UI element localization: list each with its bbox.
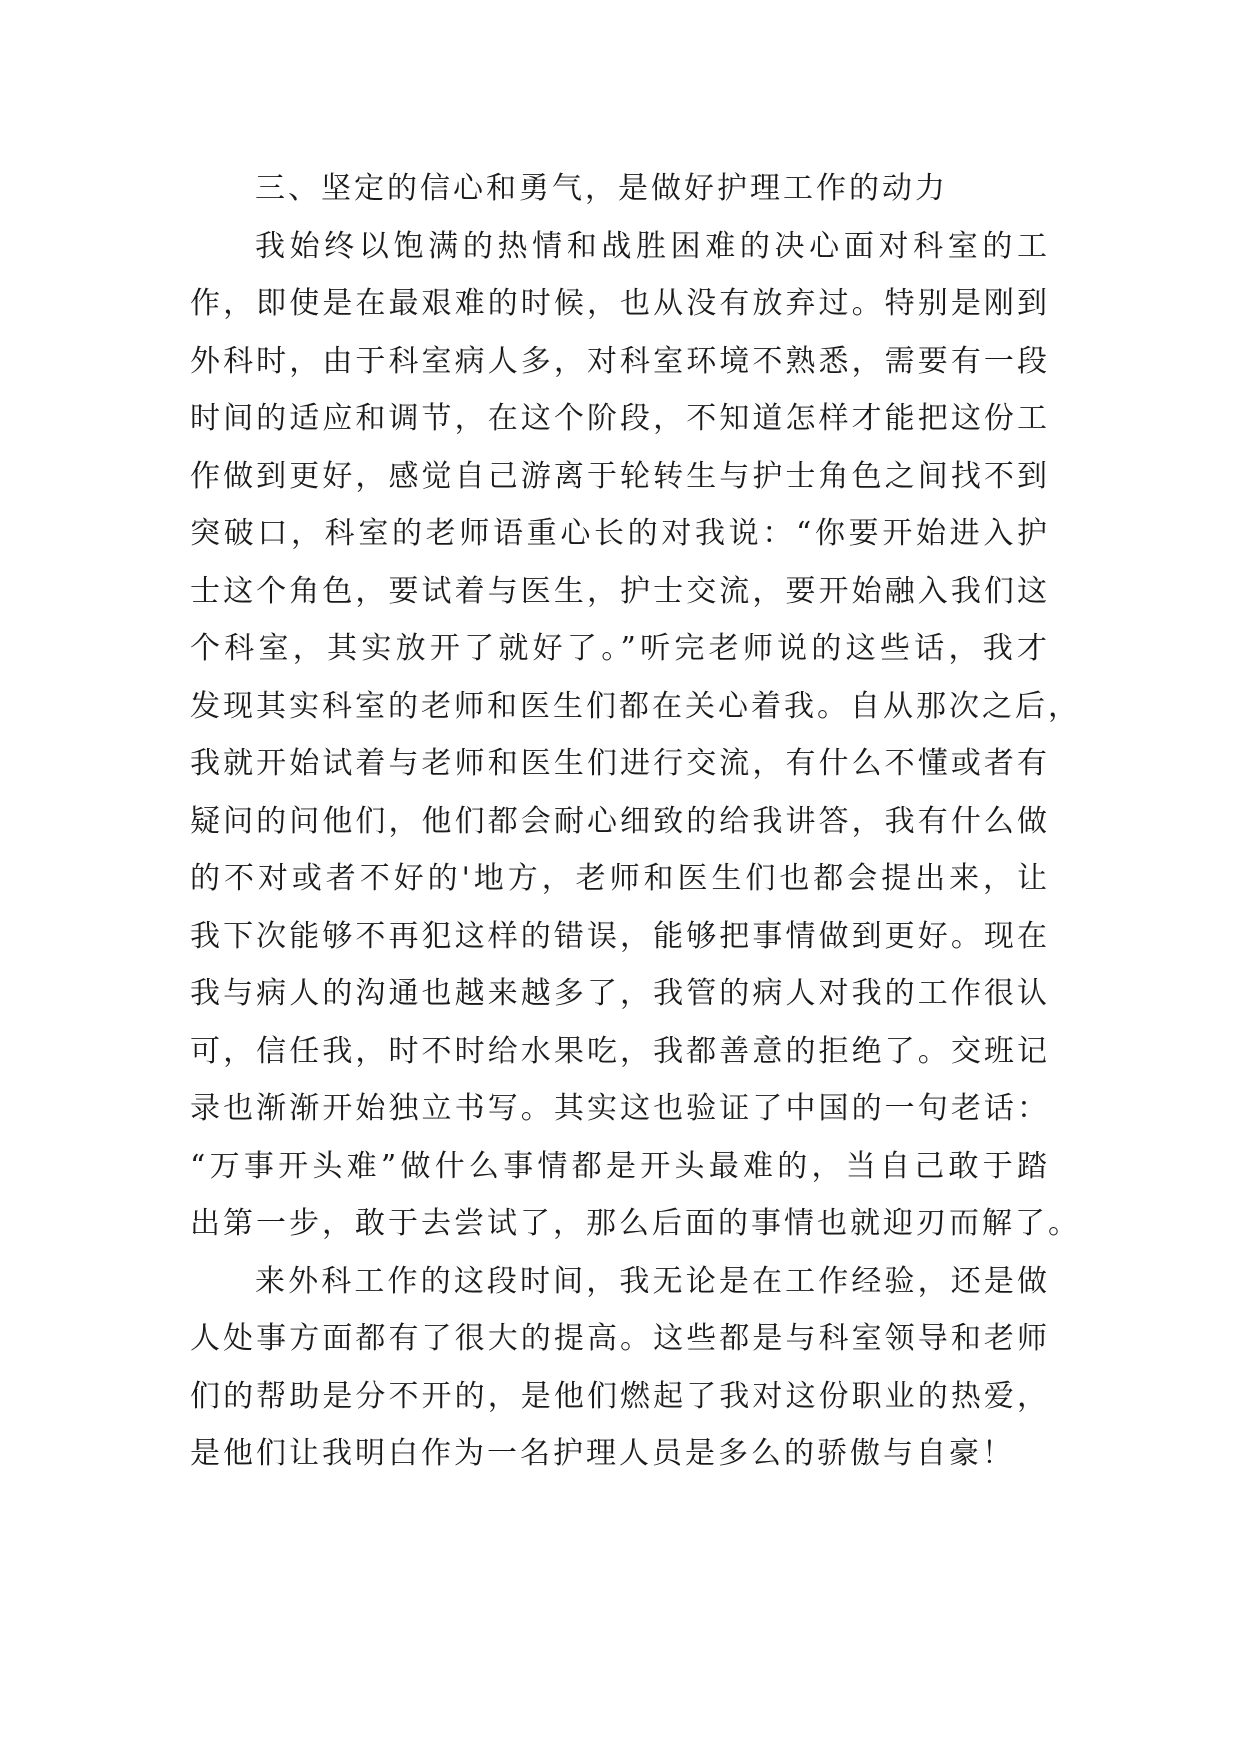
text-line: 个科室，其实放开了就好了。”听完老师说的这些话，我才 <box>190 631 1050 666</box>
text-line: 疑问的问他们，他们都会耐心细致的给我讲答，我有什么做 <box>190 803 1050 839</box>
text-line: 我就开始试着与老师和医生们进行交流，有什么不懂或者有 <box>190 746 1050 781</box>
text-line: 人处事方面都有了很大的提高。这些都是与科室领导和老师 <box>190 1321 1050 1356</box>
text-line: 突破口，科室的老师语重心长的对我说：“你要开始进入护 <box>190 516 1050 551</box>
text-line: 出第一步，敢于去尝试了，那么后面的事情也就迎刃而解了。 <box>190 1206 1081 1241</box>
text-line: 的不对或者不好的'地方，老师和医生们也都会提出来，让 <box>190 861 1050 896</box>
text-line: 我与病人的沟通也越来越多了，我管的病人对我的工作很认 <box>190 976 1050 1011</box>
text-line: 作，即使是在最艰难的时候，也从没有放弃过。特别是刚到 <box>190 286 1050 321</box>
paragraph-1 <box>190 218 1081 1253</box>
text-line: 我始终以饱满的热情和战胜困难的决心面对科室的工 <box>255 228 1050 264</box>
text-line: 作做到更好，感觉自己游离于轮转生与护士角色之间找不到 <box>190 458 1050 494</box>
section-heading: 三、坚定的信心和勇气，是做好护理工作的动力 <box>255 171 948 206</box>
text-line: “万事开头难”做什么事情都是开头最难的，当自己敢于踏 <box>190 1148 1050 1184</box>
text-line: 时间的适应和调节，在这个阶段，不知道怎样才能把这份工 <box>190 401 1050 436</box>
text-line: 发现其实科室的老师和医生们都在关心着我。自从那次之后， <box>190 688 1081 724</box>
text-line: 士这个角色，要试着与医生，护士交流，要开始融入我们这 <box>190 573 1050 609</box>
text-line: 我下次能够不再犯这样的错误，能够把事情做到更好。现在 <box>190 918 1050 954</box>
text-line: 外科时，由于科室病人多，对科室环境不熟悉，需要有一段 <box>190 343 1050 379</box>
text-line: 可，信任我，时不时给水果吃，我都善意的拒绝了。交班记 <box>190 1033 1050 1069</box>
text-line: 来外科工作的这段时间，我无论是在工作经验，还是做 <box>255 1263 1050 1299</box>
text-line: 录也渐渐开始独立书写。其实这也验证了中国的一句老话： <box>190 1091 1050 1126</box>
text-line: 们的帮助是分不开的，是他们燃起了我对这份职业的热爱， <box>190 1378 1050 1414</box>
text-line: 是他们让我明白作为一名护理人员是多么的骄傲与自豪！ <box>190 1436 1015 1471</box>
document-body <box>190 160 1081 1483</box>
paragraph-2 <box>190 1253 1050 1483</box>
